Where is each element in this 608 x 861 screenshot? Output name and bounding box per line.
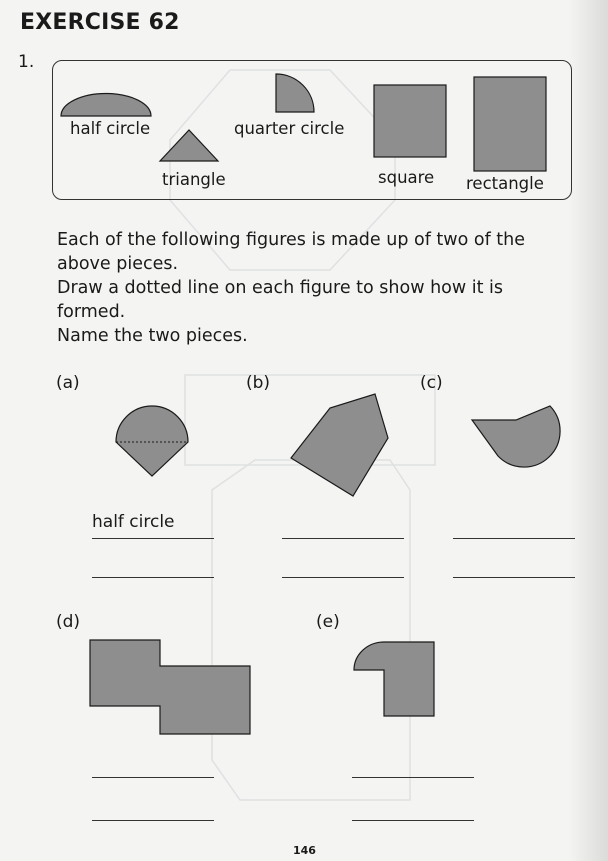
figure-c-answer-line-2[interactable] <box>453 577 575 578</box>
question-number: 1. <box>18 52 35 72</box>
page-number: 146 <box>293 844 316 857</box>
half-circle-label: half circle <box>70 119 151 138</box>
figure-e-answer-line-1[interactable] <box>352 777 474 778</box>
figure-b-answer-line-1[interactable] <box>282 538 404 539</box>
figure-e-shape <box>352 640 438 720</box>
instruction-line-5: Name the two pieces. <box>57 326 248 346</box>
figure-e-label: (e) <box>316 612 340 632</box>
triangle-label: triangle <box>162 170 226 189</box>
figure-a-label: (a) <box>56 373 80 393</box>
figure-d-answer-line-2[interactable] <box>92 820 214 821</box>
figure-c-answer-line-1[interactable] <box>453 538 575 539</box>
square-shape <box>372 83 452 159</box>
square-label: square <box>378 168 435 187</box>
figure-d-shape <box>88 638 254 736</box>
instruction-line-4: formed. <box>57 302 126 322</box>
instruction-line-3: Draw a dotted line on each figure to show how it is <box>57 278 504 298</box>
figure-a-answer[interactable]: half circle <box>92 512 175 532</box>
instruction-line-2: above pieces. <box>57 254 179 274</box>
rectangle-label: rectangle <box>466 174 544 193</box>
figure-c-shape <box>468 400 558 466</box>
figure-a-answer-line-1[interactable] <box>92 538 214 539</box>
figure-e-answer-line-2[interactable] <box>352 820 474 821</box>
figure-d-answer-line-1[interactable] <box>92 777 214 778</box>
figure-d-label: (d) <box>56 612 81 632</box>
exercise-title: EXERCISE 62 <box>20 10 180 35</box>
figure-b-shape <box>288 390 398 500</box>
rectangle-shape <box>472 75 552 175</box>
half-circle-shape <box>58 92 158 122</box>
figure-b-label: (b) <box>246 373 271 393</box>
figure-a-answer-line-2[interactable] <box>92 577 214 578</box>
figure-a-shape <box>112 404 192 480</box>
figure-c-label: (c) <box>420 373 443 393</box>
instruction-line-1: Each of the following figures is made up of two of the <box>57 230 526 250</box>
figure-b-answer-line-2[interactable] <box>282 577 404 578</box>
quarter-circle-shape <box>272 70 322 114</box>
quarter-circle-label: quarter circle <box>234 119 345 138</box>
triangle-shape <box>158 126 222 164</box>
